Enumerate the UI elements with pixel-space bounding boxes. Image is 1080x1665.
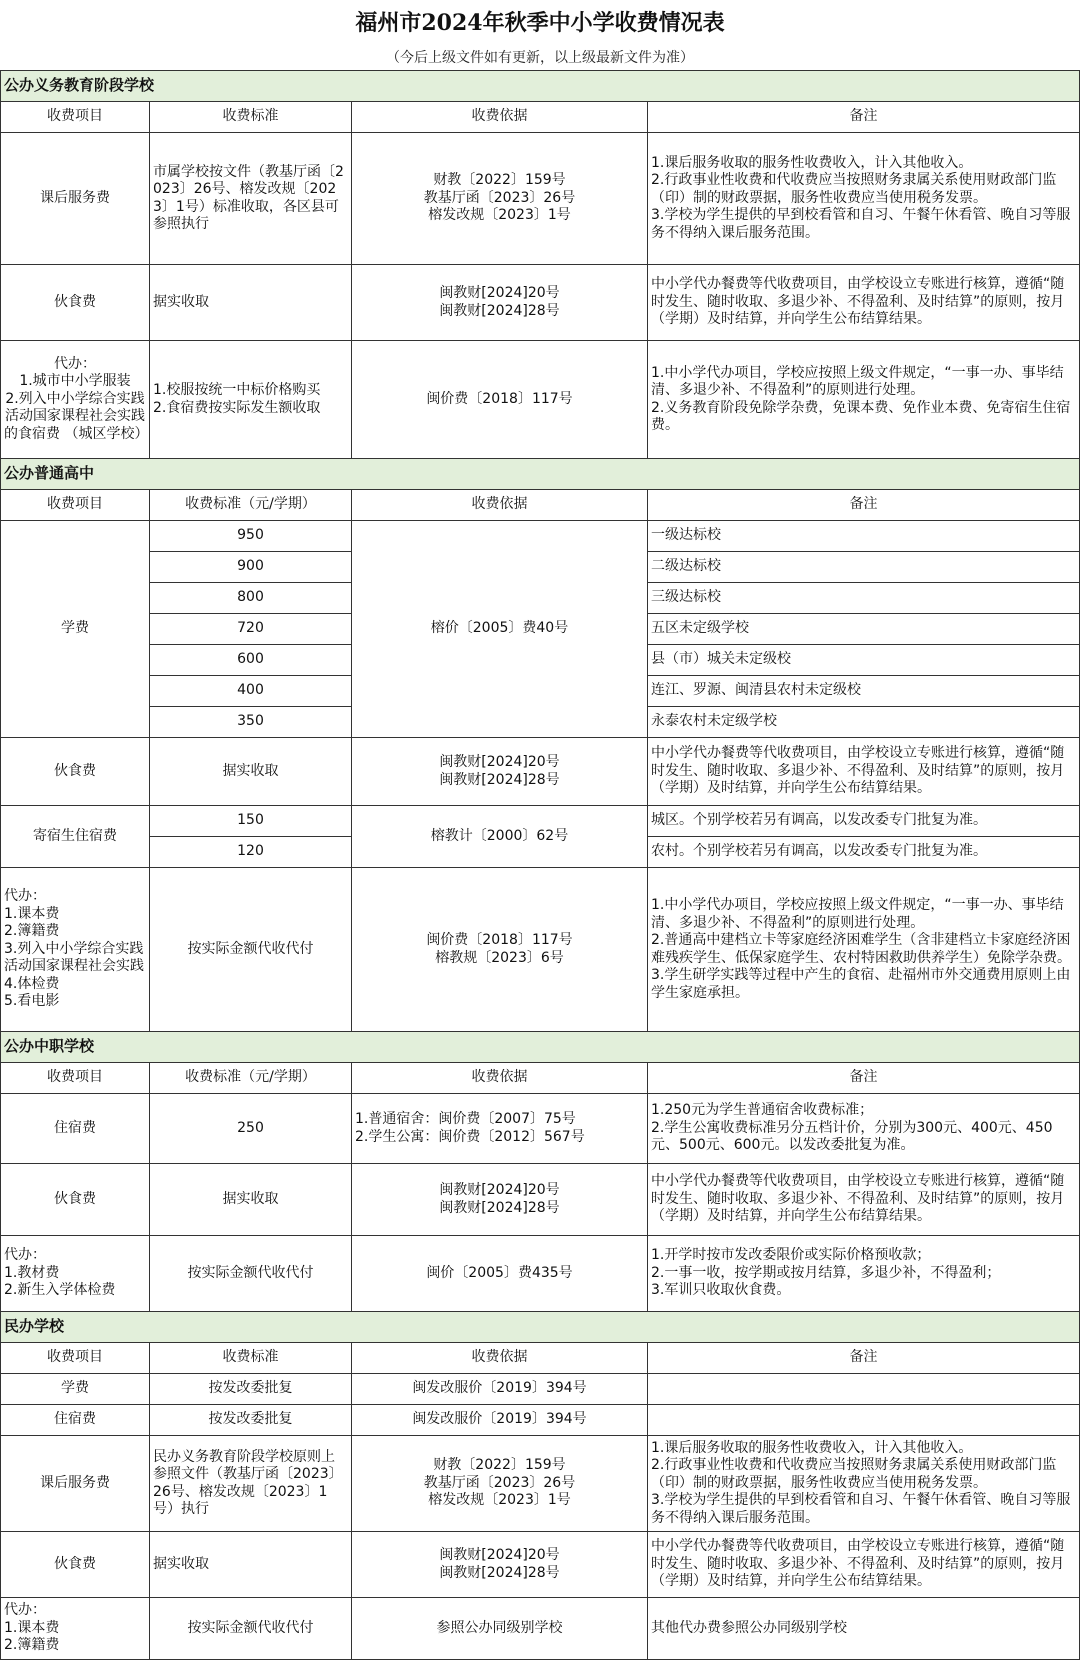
fee-basis: 1.普通宿舍：闽价费〔2007〕75号 2.学生公寓：闽价费〔2012〕567号 [352, 1094, 648, 1164]
table-row [1, 738, 1080, 806]
section-header-public-vocational: 公办中职学校 [1, 1032, 1080, 1063]
fee-basis: 闽价〔2005〕费435号 [352, 1236, 648, 1312]
fee-basis: 财教〔2022〕159号 教基厅函〔2023〕26号 榕发改规〔2023〕1号 [352, 133, 648, 265]
fee-basis: 参照公办同级别学校 [352, 1598, 648, 1660]
column-header: 备注 [648, 102, 1080, 133]
fee-note: 1.中小学代办项目，学校应按照上级文件规定，“一事一办、事毕结清、多退少补、不得盈利”的原则进行处理。 2.义务教育阶段免除学杂费，免课本费、免作业本费、免寄宿生住宿费。 [648, 341, 1080, 459]
fee-note: 一级达标校 [648, 521, 1080, 552]
fee-standard: 150 [150, 806, 352, 837]
fee-note: 中小学代办餐费等代收费项目，由学校设立专账进行核算，遵循“随时发生、随时收取、多退少补、不得盈利、及时结算”的原则，按月（学期）及时结算，并向学生公布结算结果。 [648, 738, 1080, 806]
fee-item: 代办： 1.课本费 2.簿籍费 [1, 1598, 150, 1660]
table-row [1, 1532, 1080, 1598]
fee-standard: 400 [150, 676, 352, 707]
fee-standard: 120 [150, 837, 352, 868]
table-row [1, 521, 1080, 552]
table-row [1, 868, 1080, 1032]
fee-note: 城区。个别学校若另有调高，以发改委专门批复为准。 [648, 806, 1080, 837]
table-row [1, 1598, 1080, 1660]
fee-basis: 闽教财[2024]20号 闽教财[2024]28号 [352, 1164, 648, 1236]
fee-note: 永泰农村未定级学校 [648, 707, 1080, 738]
column-header: 收费依据 [352, 102, 648, 133]
table-row [1, 341, 1080, 459]
fee-standard: 据实收取 [150, 1164, 352, 1236]
column-header: 收费依据 [352, 490, 648, 521]
column-header: 收费标准 [150, 1343, 352, 1374]
section-header-public-compulsory: 公办义务教育阶段学校 [1, 71, 1080, 102]
fee-note: 三级达标校 [648, 583, 1080, 614]
fee-basis: 闽发改服价〔2019〕394号 [352, 1405, 648, 1436]
fee-standard: 按实际金额代收代付 [150, 1598, 352, 1660]
fee-note: 中小学代办餐费等代收费项目，由学校设立专账进行核算，遵循“随时发生、随时收取、多退少补、不得盈利、及时结算”的原则，按月（学期）及时结算，并向学生公布结算结果。 [648, 265, 1080, 341]
fee-item: 伙食费 [1, 265, 150, 341]
fee-item: 代办： 1.城市中小学服装 2.列入中小学综合实践活动国家课程社会实践的食宿费 （城区学校） [1, 341, 150, 459]
fee-item: 寄宿生住宿费 [1, 806, 150, 868]
fee-table [0, 70, 1080, 1660]
fee-item: 住宿费 [1, 1405, 150, 1436]
column-header: 收费依据 [352, 1343, 648, 1374]
fee-standard: 600 [150, 645, 352, 676]
fee-standard: 据实收取 [150, 265, 352, 341]
fee-standard: 350 [150, 707, 352, 738]
table-row [1, 1436, 1080, 1532]
table-row [1, 1405, 1080, 1436]
fee-item: 住宿费 [1, 1094, 150, 1164]
fee-standard: 800 [150, 583, 352, 614]
table-row [1, 265, 1080, 341]
column-header: 备注 [648, 1343, 1080, 1374]
column-header: 收费项目 [1, 1063, 150, 1094]
fee-standard: 民办义务教育阶段学校原则上参照文件（教基厅函〔2023〕26号、榕发改规〔2023〕1号）执行 [150, 1436, 352, 1532]
fee-basis: 闽教财[2024]20号 闽教财[2024]28号 [352, 738, 648, 806]
fee-item: 伙食费 [1, 1532, 150, 1598]
fee-standard: 按发改委批复 [150, 1405, 352, 1436]
column-header: 收费项目 [1, 102, 150, 133]
sheet-subtitle: （今后上级文件如有更新，以上级最新文件为准） [386, 50, 694, 66]
fee-note: 1.课后服务收取的服务性收费收入，计入其他收入。 2.行政事业性收费和代收费应当按照财务隶属关系使用财政部门监（印）制的财政票据，服务性收费应当使用税务发票。 3.学校为学生提供的早到校看管和自习、午餐午休看管、晚自习等服务不得纳入课后服务范围。 [648, 1436, 1080, 1532]
fee-standard: 950 [150, 521, 352, 552]
column-header: 收费项目 [1, 1343, 150, 1374]
fee-standard: 据实收取 [150, 738, 352, 806]
fee-item: 学费 [1, 1374, 150, 1405]
fee-item: 课后服务费 [1, 133, 150, 265]
fee-note [648, 1374, 1080, 1405]
fee-note: 农村。个别学校若另有调高，以发改委专门批复为准。 [648, 837, 1080, 868]
fee-note: 1.开学时按市发改委限价或实际价格预收款； 2.一事一收，按学期或按月结算，多退少补，不得盈利； 3.军训只收取伙食费。 [648, 1236, 1080, 1312]
fee-basis: 闽发改服价〔2019〕394号 [352, 1374, 648, 1405]
fee-standard: 720 [150, 614, 352, 645]
fee-item: 伙食费 [1, 1164, 150, 1236]
table-row [1, 1236, 1080, 1312]
fee-standard: 按发改委批复 [150, 1374, 352, 1405]
fee-basis: 财教〔2022〕159号 教基厅函〔2023〕26号 榕发改规〔2023〕1号 [352, 1436, 648, 1532]
fee-note: 五区未定级学校 [648, 614, 1080, 645]
fee-basis: 榕教计〔2000〕62号 [352, 806, 648, 868]
fee-item: 课后服务费 [1, 1436, 150, 1532]
fee-standard: 900 [150, 552, 352, 583]
column-header: 收费标准（元/学期） [150, 490, 352, 521]
table-row [1, 1374, 1080, 1405]
fee-standard: 1.校服按统一中标价格购买 2.食宿费按实际发生额收取 [150, 341, 352, 459]
fee-basis: 闽价费〔2018〕117号 榕教规〔2023〕6号 [352, 868, 648, 1032]
fee-basis: 闽教财[2024]20号 闽教财[2024]28号 [352, 1532, 648, 1598]
fee-basis: 榕价〔2005〕费40号 [352, 521, 648, 738]
fee-note: 1.课后服务收取的服务性收费收入，计入其他收入。 2.行政事业性收费和代收费应当按照财务隶属关系使用财政部门监（印）制的财政票据，服务性收费应当使用税务发票。 3.学校为学生提供的早到校看管和自习、午餐午休看管、晚自习等服务不得纳入课后服务范围。 [648, 133, 1080, 265]
fee-item: 代办： 1.课本费 2.簿籍费 3.列入中小学综合实践活动国家课程社会实践 4.体检费 5.看电影 [1, 868, 150, 1032]
fee-basis: 闽价费〔2018〕117号 [352, 341, 648, 459]
fee-note: 其他代办费参照公办同级别学校 [648, 1598, 1080, 1660]
fee-note: 1.中小学代办项目，学校应按照上级文件规定，“一事一办、事毕结清、多退少补、不得盈利”的原则进行处理。 2.普通高中建档立卡等家庭经济困难学生（含非建档立卡家庭经济困难残疾学生、低保家庭学生、农村特困救助供养学生）免除学杂费。 3.学生研学实践等过程中产生的食宿、赴福州市外交通费用原则上由学生家庭承担。 [648, 868, 1080, 1032]
column-header: 收费标准 [150, 102, 352, 133]
fee-standard: 据实收取 [150, 1532, 352, 1598]
column-header: 收费依据 [352, 1063, 648, 1094]
fee-item: 代办： 1.教材费 2.新生入学体检费 [1, 1236, 150, 1312]
table-row [1, 806, 1080, 837]
fee-note [648, 1405, 1080, 1436]
fee-standard: 按实际金额代收代付 [150, 1236, 352, 1312]
fee-standard: 250 [150, 1094, 352, 1164]
fee-item: 学费 [1, 521, 150, 738]
fee-note: 二级达标校 [648, 552, 1080, 583]
column-header: 备注 [648, 490, 1080, 521]
table-row [1, 1094, 1080, 1164]
fee-item: 伙食费 [1, 738, 150, 806]
section-header-private-schools: 民办学校 [1, 1312, 1080, 1343]
table-row [1, 133, 1080, 265]
fee-note: 中小学代办餐费等代收费项目，由学校设立专账进行核算，遵循“随时发生、随时收取、多退少补、不得盈利、及时结算”的原则，按月（学期）及时结算，并向学生公布结算结果。 [648, 1164, 1080, 1236]
fee-standard: 市属学校按文件（教基厅函〔2023〕26号、榕发改规〔2023〕1号）标准收取，各区县可参照执行 [150, 133, 352, 265]
column-header: 收费标准（元/学期） [150, 1063, 352, 1094]
fee-note: 1.250元为学生普通宿舍收费标准； 2.学生公寓收费标准另分五档计价，分别为300元、400元、450元、500元、600元。以发改委批复为准。 [648, 1094, 1080, 1164]
sheet-title: 福州市2024年秋季中小学收费情况表 [355, 10, 725, 36]
section-header-public-high-school: 公办普通高中 [1, 459, 1080, 490]
fee-note: 连江、罗源、闽清县农村未定级校 [648, 676, 1080, 707]
table-row [1, 1164, 1080, 1236]
fee-standard: 按实际金额代收代付 [150, 868, 352, 1032]
fee-note: 中小学代办餐费等代收费项目，由学校设立专账进行核算，遵循“随时发生、随时收取、多退少补、不得盈利、及时结算”的原则，按月（学期）及时结算，并向学生公布结算结果。 [648, 1532, 1080, 1598]
fee-note: 县（市）城关未定级校 [648, 645, 1080, 676]
fee-basis: 闽教财[2024]20号 闽教财[2024]28号 [352, 265, 648, 341]
column-header: 备注 [648, 1063, 1080, 1094]
column-header: 收费项目 [1, 490, 150, 521]
